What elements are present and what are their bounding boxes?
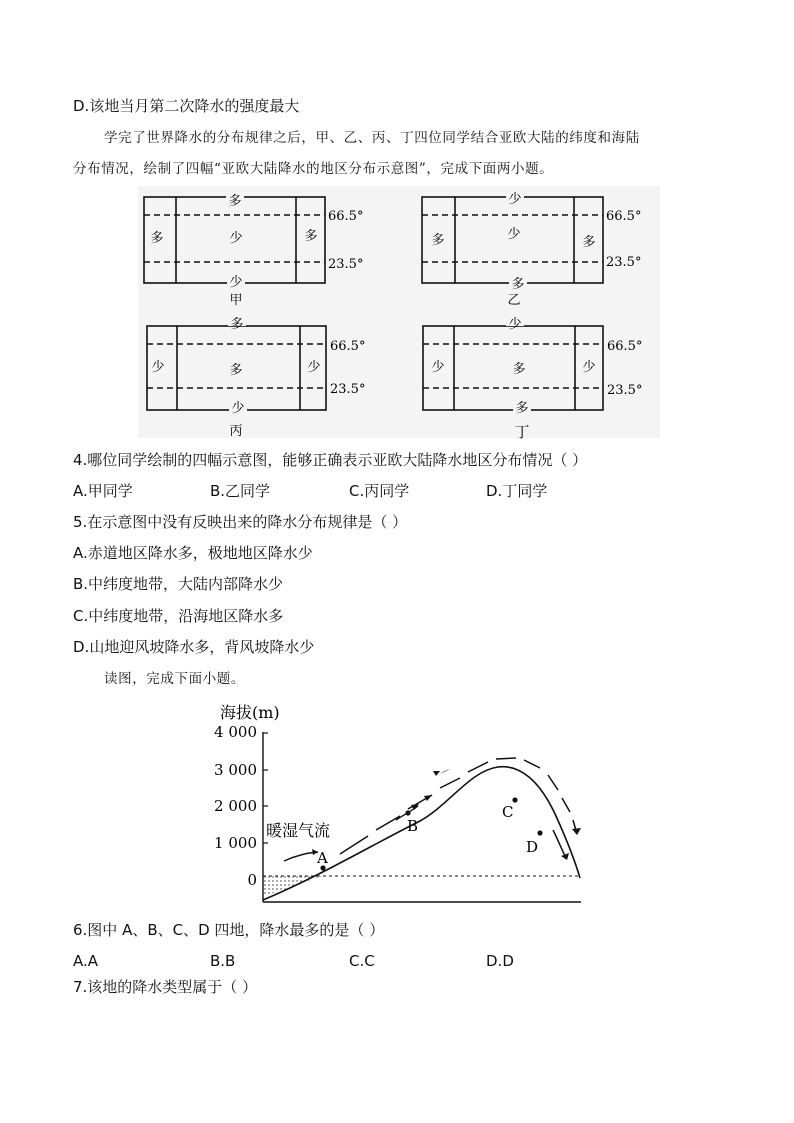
question-5-stem: 5.在示意图中没有反映出来的降水分布规律是（ ） — [73, 513, 408, 531]
diagram-top-label: 少 — [508, 317, 522, 332]
y-axis-label: 海拔(m) — [220, 703, 280, 722]
diagram-top-label: 多 — [228, 194, 242, 209]
diagram-right-label: 少 — [307, 360, 321, 375]
point-b-marker — [405, 810, 410, 815]
diagram-caption: 甲 — [229, 293, 243, 308]
latitude-label-23: 23.5° — [328, 257, 364, 272]
intro-paragraph-line-2: 分布情况，绘制了四幅“亚欧大陆降水的地区分布示意图”，完成下面两小题。 — [73, 161, 554, 177]
diagram-caption: 丙 — [229, 424, 243, 439]
diagram-top-label: 多 — [230, 317, 244, 332]
point-d-label: D — [526, 838, 539, 856]
diagram-yi — [422, 191, 641, 308]
intro-paragraph-line-1: 学完了世界降水的分布规律之后，甲、乙、丙、丁四位同学结合亚欧大陆的纬度和海陆 — [104, 130, 640, 146]
latitude-label-23: 23.5° — [607, 383, 643, 398]
question-6-option-a: A.A — [73, 952, 99, 970]
question-4-option-b: B.乙同学 — [210, 482, 271, 500]
diagram-bottom-label: 少 — [231, 401, 245, 416]
question-5-option-c: C.中纬度地带，沿海地区降水多 — [73, 607, 284, 625]
latitude-label-23: 23.5° — [606, 255, 642, 270]
precipitation-diagrams-figure — [0, 0, 794, 450]
diagram-bottom-label: 多 — [515, 401, 529, 416]
y-tick-label: 1 000 — [214, 834, 257, 852]
question-5-option-b: B.中纬度地带，大陆内部降水少 — [73, 575, 284, 593]
diagram-ding — [423, 316, 642, 441]
diagram-center-label: 多 — [512, 362, 526, 377]
diagram-caption: 乙 — [507, 293, 521, 308]
y-tick-label: 3 000 — [214, 761, 257, 779]
intro-read-figure: 读图，完成下面小题。 — [104, 671, 245, 687]
diagram-top-label: 少 — [508, 192, 522, 207]
y-tick-label: 4 000 — [214, 723, 257, 741]
question-6-option-d: D.D — [486, 952, 514, 970]
question-4-option-c: C.丙同学 — [349, 482, 410, 500]
question-5-option-d: D.山地迎风坡降水多，背风坡降水少 — [73, 638, 315, 656]
orographic-rain-chart — [200, 696, 600, 910]
question-6-option-b: B.B — [210, 952, 236, 970]
diagram-bottom-label: 少 — [229, 275, 243, 290]
y-tick-label: 0 — [247, 871, 257, 889]
latitude-label-66: 66.5° — [330, 339, 366, 354]
diagram-bottom-label: 多 — [511, 277, 525, 292]
airflow-label: 暖湿气流 — [266, 821, 331, 840]
diagram-right-label: 多 — [304, 229, 318, 244]
diagram-right-label: 多 — [582, 235, 596, 250]
diagram-left-label: 少 — [151, 360, 165, 375]
diagram-left-label: 多 — [431, 233, 445, 248]
question-6-stem: 6.图中 A、B、C、D 四地，降水最多的是（ ） — [73, 921, 385, 939]
diagram-right-label: 少 — [582, 360, 596, 375]
question-4-stem: 4.哪位同学绘制的四幅示意图，能够正确表示亚欧大陆降水地区分布情况（ ） — [73, 451, 588, 469]
point-c-label: C — [502, 803, 514, 821]
question-4-option-a: A.甲同学 — [73, 482, 133, 500]
point-a-label: A — [317, 849, 328, 867]
question-6-option-c: C.C — [349, 952, 375, 970]
question-4-option-d: D.丁同学 — [486, 482, 548, 500]
point-d-marker — [537, 830, 542, 835]
point-b-label: B — [407, 817, 419, 835]
question-5-option-a: A.赤道地区降水多，极地地区降水少 — [73, 544, 313, 562]
latitude-label-23: 23.5° — [330, 382, 366, 397]
diagram-left-label: 多 — [150, 231, 164, 246]
y-tick-label: 2 000 — [214, 797, 257, 815]
latitude-label-66: 66.5° — [607, 339, 643, 354]
question-7-stem: 7.该地的降水类型属于（ ） — [73, 978, 258, 996]
diagram-center-label: 少 — [229, 231, 243, 246]
diagram-center-label: 少 — [507, 227, 521, 242]
latitude-label-66: 66.5° — [328, 209, 364, 224]
latitude-label-66: 66.5° — [606, 209, 642, 224]
airflow-dashes — [340, 758, 577, 854]
airflow-arrowhead — [572, 828, 581, 835]
diagram-bing — [147, 316, 365, 439]
diagram-jia — [144, 193, 363, 308]
diagram-left-label: 少 — [431, 360, 445, 375]
previous-option-d: D.该地当月第二次降水的强度最大 — [73, 97, 300, 115]
diagram-caption: 丁 — [514, 423, 530, 441]
diagram-center-label: 多 — [229, 363, 243, 378]
point-c-marker — [512, 797, 517, 802]
